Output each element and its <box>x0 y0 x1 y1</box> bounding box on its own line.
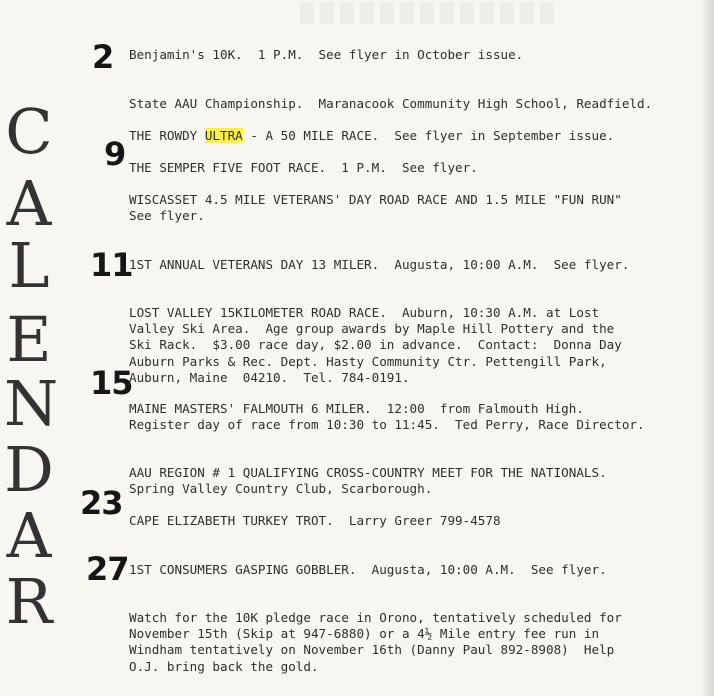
title-letter-l: L <box>8 229 48 302</box>
entry-veterans-day: 1ST ANNUAL VETERANS DAY 13 MILER. Augusta, 10:00 A.M. See flyer. <box>129 257 630 272</box>
entry-semper-five: THE SEMPER FIVE FOOT RACE. 1 P.M. See flyer. <box>129 160 478 175</box>
entry-wiscasset: WISCASSET 4.5 MILE VETERANS' DAY ROAD RACE AND 1.5 MILE "FUN RUN" See flyer. <box>129 192 622 224</box>
title-letter-a2: A <box>6 499 50 572</box>
date-11: 11 <box>90 246 133 284</box>
rowdy-suffix: - A 50 MILE RACE. See flyer in September issue. <box>242 128 615 143</box>
bleed-through-heading <box>300 2 560 24</box>
entry-turkey-trot: CAPE ELIZABETH TURKEY TROT. Larry Greer 799-4578 <box>129 513 501 528</box>
entry-benjamins-10k: Benjamin's 10K. 1 P.M. See flyer in October issue. <box>129 47 524 62</box>
entry-rowdy-ultra <box>129 128 614 144</box>
calendar-vertical-title <box>0 0 60 696</box>
entry-aau-region: AAU REGION # 1 QUALIFYING CROSS-COUNTRY MEET FOR THE NATIONALS. Spring Valley Country Club, Scarborough. <box>129 465 607 497</box>
ultra-highlight: ULTRA <box>204 128 243 143</box>
date-9: 9 <box>104 135 126 173</box>
closing-note: Watch for the 10K pledge race in Orono, tentatively scheduled for November 15th (Skip at 947-6880) or a 4½ Mile entry fee run in Windham tentatively on November 16th (Danny Paul 892-8908) Help O.J. bring back the gold. <box>129 610 622 674</box>
title-letter-n: N <box>4 367 57 440</box>
page-edge-shadow <box>702 0 714 696</box>
title-letter-d: D <box>4 433 52 506</box>
date-2: 2 <box>92 38 114 76</box>
rowdy-prefix: THE ROWDY <box>129 128 205 143</box>
date-27: 27 <box>86 550 129 588</box>
entry-gasping-gobbler: 1ST CONSUMERS GASPING GOBBLER. Augusta, 10:00 A.M. See flyer. <box>129 562 607 577</box>
entry-lost-valley: LOST VALLEY 15KILOMETER ROAD RACE. Auburn, 10:30 A.M. at Lost Valley Ski Area. Age group awards by Maple Hill Pottery and the Ski Rack. $3.00 race day, $2.00 in advance. Contact: Donna Day Auburn Parks & Rec. Dept. Hasty Community Ctr. Pettengill Park, Auburn, Maine 04210. Tel. 784-0191. <box>129 305 622 385</box>
title-letter-r: R <box>5 565 51 638</box>
entry-state-aau: State AAU Championship. Maranacook Community High School, Readfield. <box>129 96 653 111</box>
title-letter-e: E <box>6 303 50 376</box>
entry-maine-masters: MAINE MASTERS' FALMOUTH 6 MILER. 12:00 from Falmouth High. Register day of race from 10:30 to 11:45. Ted Perry, Race Director. <box>129 401 645 433</box>
title-letter-c: C <box>5 95 51 168</box>
date-15: 15 <box>90 364 133 402</box>
date-23: 23 <box>80 484 123 522</box>
title-letter-a: A <box>6 167 50 240</box>
